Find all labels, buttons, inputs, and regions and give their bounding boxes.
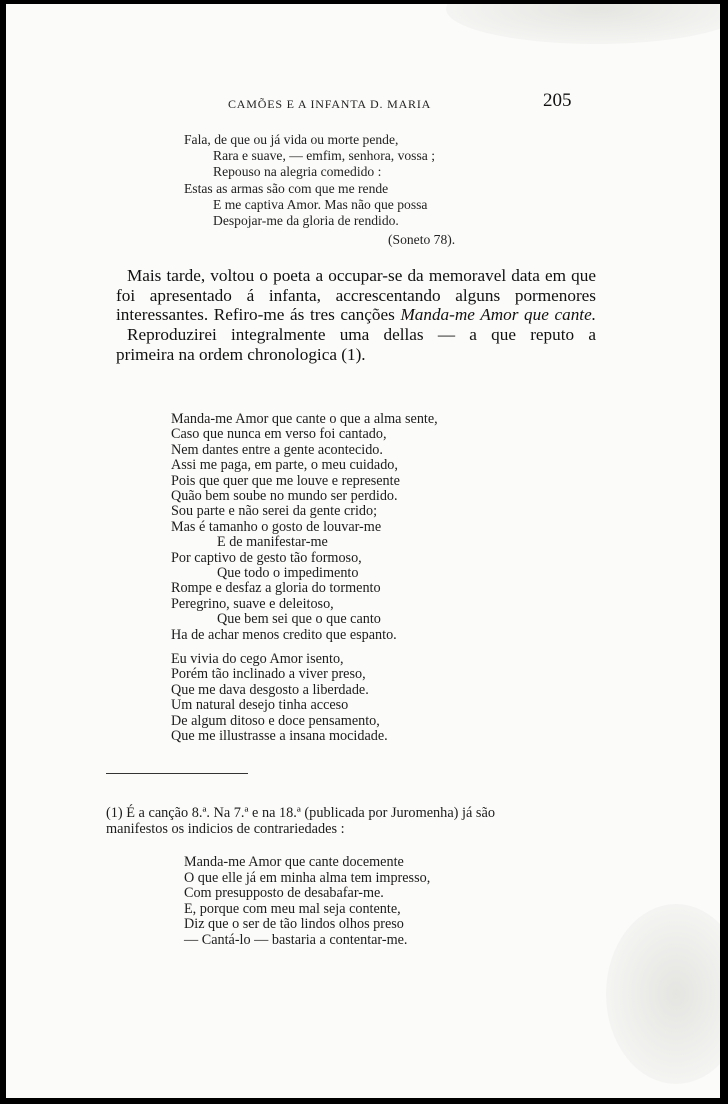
verse-line: Um natural desejo tinha acceso bbox=[171, 697, 349, 714]
verse-line: Despojar-me da gloria de rendido. bbox=[213, 213, 399, 229]
verse-line: Ha de achar menos credito que espanto. bbox=[171, 626, 397, 643]
verse-line: E me captiva Amor. Mas não que possa bbox=[213, 196, 428, 212]
cancao-stanza-1 bbox=[171, 412, 501, 643]
paragraph-line: primeira na ordem chronologica (1). bbox=[116, 344, 366, 364]
sonnet-quote bbox=[184, 132, 514, 229]
verse-line: Nem dantes entre a gente acontecido. bbox=[171, 441, 383, 458]
verse-line: — Cantá-lo — bastaria a contentar-me. bbox=[184, 931, 408, 948]
footnote-line: (1) É a canção 8.ª. Na 7.ª e na 18.ª (publicada por Juromenha) já são bbox=[106, 805, 495, 821]
verse-line: De algum ditoso e doce pensamento, bbox=[171, 712, 380, 729]
verse-line: E, porque com meu mal seja contente, bbox=[184, 900, 401, 917]
verse-line: Porém tão inclinado a viver preso, bbox=[171, 666, 366, 683]
verse-line: Que me illustrasse a insana mocidade. bbox=[171, 728, 388, 745]
paper-stain bbox=[446, 4, 720, 44]
verse-line: Que todo o impedimento bbox=[217, 565, 359, 582]
verse-line: Caso que nunca em verso foi cantado, bbox=[171, 426, 387, 443]
body-text bbox=[116, 266, 596, 365]
running-title: CAMÕES E A INFANTA D. MARIA bbox=[228, 97, 432, 111]
page-number: 205 bbox=[543, 90, 572, 111]
verse-line: Com presupposto de desabafar-me. bbox=[184, 885, 384, 902]
verse-line: O que elle já em minha alma tem impresso, bbox=[184, 869, 431, 886]
verse-line: Rompe e desfaz a gloria do tormento bbox=[171, 580, 381, 597]
verse-line: Por captivo de gesto tão formoso, bbox=[171, 549, 362, 566]
paragraph-text: Mais tarde, voltou o poeta a occupar-se da memoravel data em que foi apresentado á infanta, accrescentando alguns pormenores interessantes. Refiro-me ás tres canções bbox=[116, 266, 596, 325]
verse-line: Que me dava desgosto a liberdade. bbox=[171, 681, 369, 698]
verse-line: Manda-me Amor que cante docemente bbox=[184, 854, 404, 870]
verse-line: Rara e suave, — emfim, senhora, vossa ; bbox=[213, 148, 435, 164]
verse-line: Peregrino, suave e deleitoso, bbox=[171, 595, 334, 612]
verse-line: Eu vivia do cego Amor isento, bbox=[171, 651, 344, 667]
song-title: Manda-me Amor que cante. bbox=[400, 305, 596, 325]
verse-line: Mas é tamanho o gosto de louvar-me bbox=[171, 518, 382, 535]
verse-line: Diz que o ser de tão lindos olhos preso bbox=[184, 916, 404, 933]
verse-line: Fala, de que ou já vida ou morte pende, bbox=[184, 132, 399, 147]
paper-stain bbox=[606, 904, 720, 1084]
verse-line: Manda-me Amor que cante o que a alma sente, bbox=[171, 411, 438, 427]
verse-line: Repouso na alegria comedido : bbox=[213, 164, 382, 180]
verse-line: Que bem sei que o que canto bbox=[217, 611, 381, 628]
verse-line: Quão bem soube no mundo ser perdido. bbox=[171, 488, 398, 505]
verse-line: Estas as armas são com que me rende bbox=[184, 180, 389, 196]
footnote-verse bbox=[184, 855, 514, 949]
verse-line: E de manifestar-me bbox=[217, 534, 328, 551]
footnote-line: manifestos os indicios de contrariedades : bbox=[106, 820, 345, 837]
footnote-rule bbox=[106, 773, 248, 774]
sonnet-reference: (Soneto 78). bbox=[388, 232, 456, 247]
paragraph-line: Reproduzirei integralmente uma dellas — a que reputo a bbox=[127, 325, 596, 345]
verse-line: Sou parte e não serei da gente crido; bbox=[171, 503, 378, 520]
book-page bbox=[6, 4, 720, 1098]
paragraph bbox=[116, 266, 596, 325]
footnote bbox=[106, 806, 578, 838]
verse-line: Assi me paga, em parte, o meu cuidado, bbox=[171, 457, 398, 474]
verse-line: Pois que quer que me louve e represente bbox=[171, 472, 400, 489]
cancao-stanza-2 bbox=[171, 652, 501, 744]
